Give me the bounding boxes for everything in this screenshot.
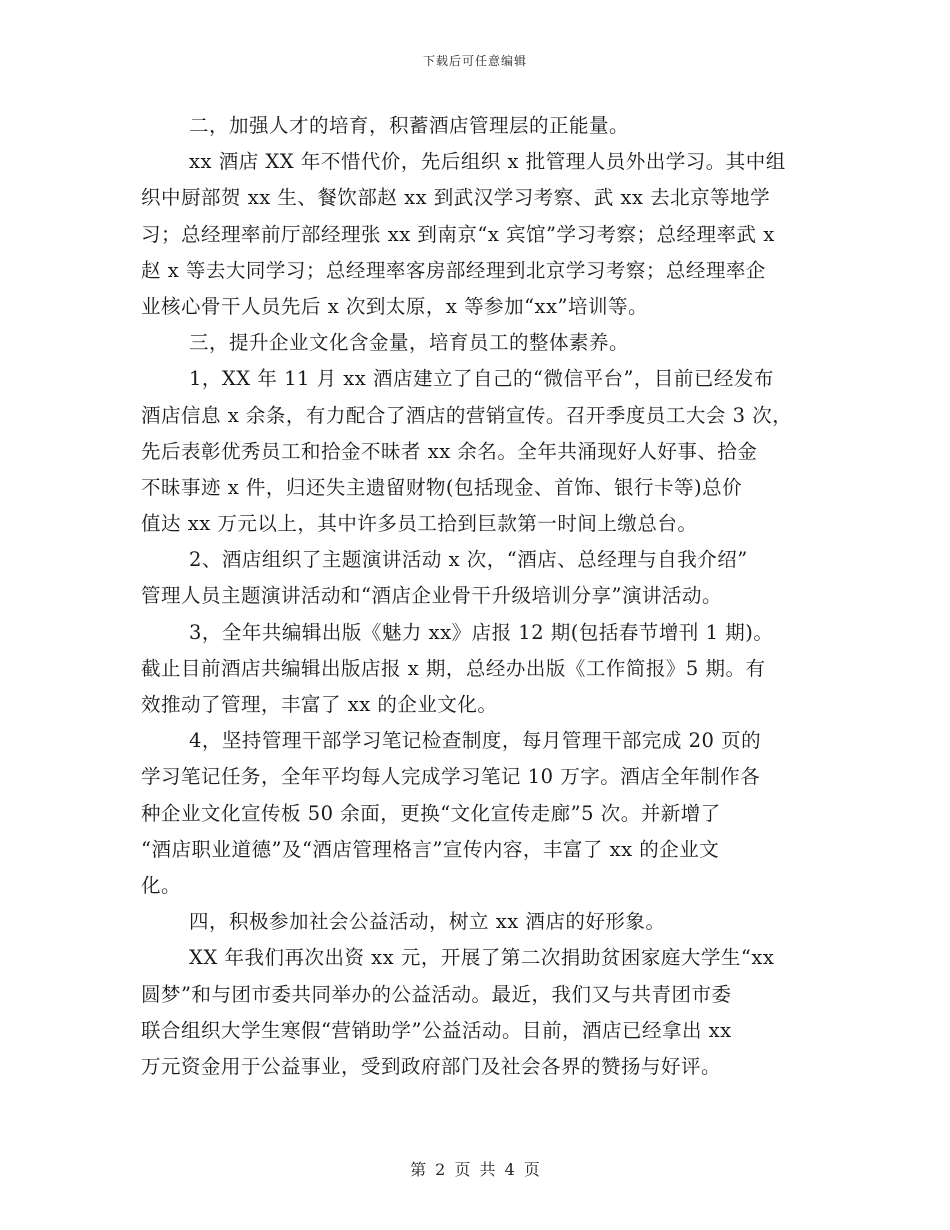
text-line: 2、酒店组织了主题演讲活动 x 次，“酒店、总经理与自我介绍” (189, 548, 748, 572)
text-line: 4，坚持管理干部学习笔记检查制度，每月管理干部完成 20 页的 (189, 729, 762, 753)
text-line: xx 酒店 XX 年不惜代价，先后组织 x 批管理人员外出学习。其中组 (189, 150, 786, 174)
text-line: 截止目前酒店共编辑出版店报 x 期，总经办出版《工作简报》5 期。有 (141, 656, 766, 680)
text-line: 化。 (141, 873, 182, 897)
text-line: 效推动了管理，丰富了 xx 的企业文化。 (141, 693, 498, 716)
text-line: 业核心骨干人员先后 x 次到太原，x 等参加“xx”培训等。 (141, 294, 649, 318)
page-header: 下载后可任意编辑 (422, 54, 527, 68)
text-line: 万元资金用于公益事业，受到政府部门及社会各界的赞扬与好评。 (141, 1054, 722, 1078)
text-line: 值达 xx 万元以上，其中许多员工拾到巨款第一时间上缴总台。 (141, 512, 698, 536)
text-line: 习；总经理率前厅部经理张 xx 到南京“x 宾馆”学习考察；总经理率武 x (141, 222, 775, 246)
text-line: 1，XX 年 11 月 xx 酒店建立了自己的“微信平台”，目前已经发布 (189, 367, 774, 391)
text-line: 不昧事迹 x 件，归还失主遗留财物(包括现金、首饰、银行卡等)总价 (141, 475, 743, 499)
text-line: 圆梦”和与团市委共同举办的公益活动。最近，我们又与共青团市委 (141, 982, 732, 1006)
text-line: 四，积极参加社会公益活动，树立 xx 酒店的好形象。 (189, 910, 666, 934)
page-footer: 第 2 页 共 4 页 (410, 1160, 540, 1179)
text-line: 三，提升企业文化含金量，培育员工的整体素养。 (189, 331, 630, 355)
document-body (141, 108, 821, 1085)
text-line: 赵 x 等去大同学习；总经理率客房部经理到北京学习考察；总经理率企 (141, 258, 766, 282)
text-line: 织中厨部贺 xx 生、餐饮部赵 xx 到武汉学习考察、武 xx 去北京等地学 (141, 186, 771, 210)
text-line: 二，加强人才的培育，积蓄酒店管理层的正能量。 (189, 114, 630, 137)
text-line: 管理人员主题演讲活动和“酒店企业骨干升级培训分享”演讲活动。 (141, 584, 722, 608)
text-line: 种企业文化宣传板 50 余面，更换“文化宣传走廊”5 次。并新增了 (141, 801, 721, 825)
text-line: 先后表彰优秀员工和拾金不昧者 xx 余名。全年共涌现好人好事、拾金 (141, 439, 758, 463)
text-line: 学习笔记任务，全年平均每人完成学习笔记 10 万字。酒店全年制作各 (141, 765, 761, 789)
text-line: 酒店信息 x 余条，有力配合了酒店的营销宣传。召开季度员工大会 3 次， (141, 403, 793, 427)
text-line: 3，全年共编辑出版《魅力 xx》店报 12 期(包括春节增刊 1 期)。 (189, 620, 774, 644)
text-line: “酒店职业道德”及“酒店管理格言”宣传内容，丰富了 xx 的企业文 (141, 837, 720, 861)
text-line: 联合组织大学生寒假“营销助学”公益活动。目前，酒店已经拿出 xx (141, 1018, 732, 1042)
text-line: XX 年我们再次出资 xx 元，开展了第二次捐助贫困家庭大学生“xx (189, 946, 775, 970)
